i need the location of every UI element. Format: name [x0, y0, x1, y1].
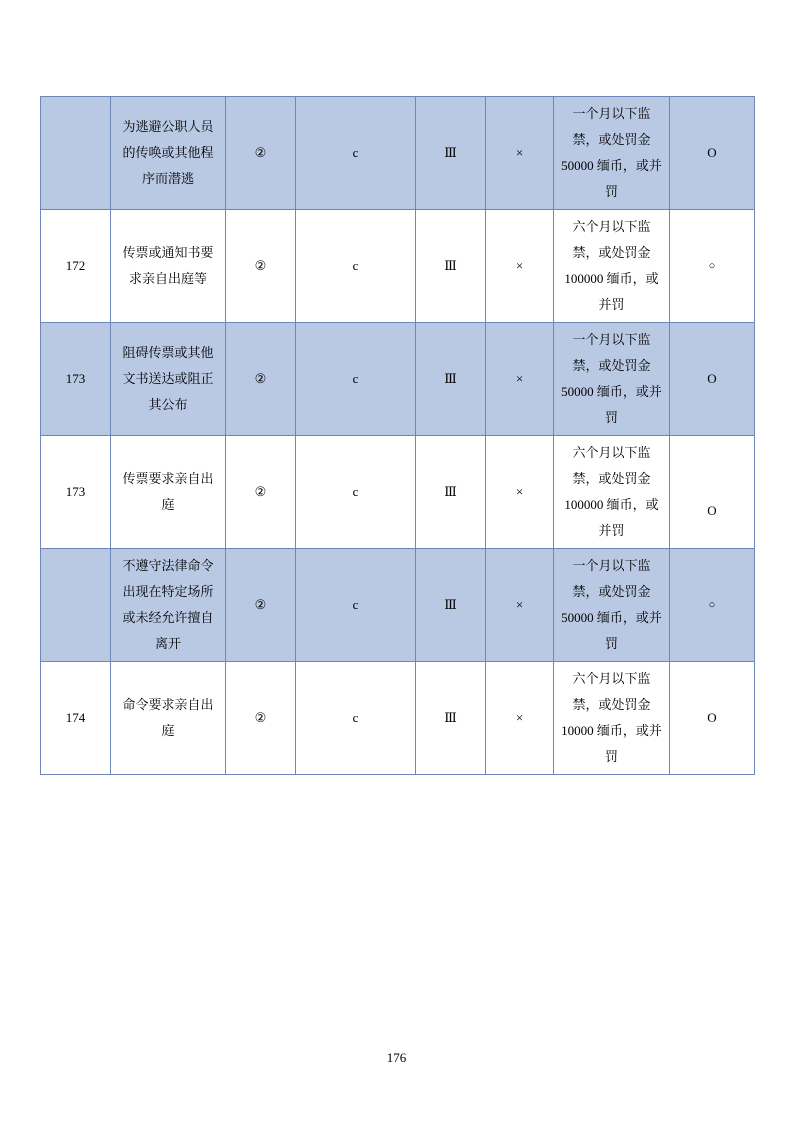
row-mark-two: c [296, 97, 416, 210]
row-mark-one: ② [226, 436, 296, 549]
table-row [41, 662, 755, 775]
row-number: 174 [41, 662, 111, 775]
row-roman: Ⅲ [416, 210, 486, 323]
row-cross: × [486, 436, 554, 549]
page-number: 176 [386, 1050, 407, 1065]
table-row [41, 97, 755, 210]
row-penalty: 一个月以下监禁，或处罚金 50000 缅币，或并罚 [554, 97, 670, 210]
row-cross: × [486, 549, 554, 662]
row-penalty: 一个月以下监禁，或处罚金 50000 缅币，或并罚 [554, 323, 670, 436]
row-description: 传票要求亲自出庭 [111, 436, 226, 549]
row-roman: Ⅲ [416, 436, 486, 549]
row-cross: × [486, 662, 554, 775]
row-last-mark: O [670, 323, 755, 436]
row-mark-two: c [296, 549, 416, 662]
row-number [41, 97, 111, 210]
row-description: 命令要求亲自出庭 [111, 662, 226, 775]
table-row [41, 323, 755, 436]
table-row [41, 436, 755, 549]
row-penalty: 六个月以下监禁，或处罚金 10000 缅币，或并罚 [554, 662, 670, 775]
row-mark-one: ② [226, 210, 296, 323]
row-cross: × [486, 323, 554, 436]
row-number: 172 [41, 210, 111, 323]
row-penalty: 六个月以下监禁，或处罚金 100000 缅币，或并罚 [554, 436, 670, 549]
row-mark-one: ② [226, 97, 296, 210]
row-last-mark: O [670, 436, 755, 549]
row-roman: Ⅲ [416, 323, 486, 436]
row-description: 不遵守法律命令出现在特定场所或未经允许擅自离开 [111, 549, 226, 662]
row-mark-one: ② [226, 549, 296, 662]
row-number [41, 549, 111, 662]
row-last-mark: O [670, 662, 755, 775]
row-mark-two: c [296, 662, 416, 775]
offence-table [40, 96, 755, 775]
row-mark-two: c [296, 436, 416, 549]
row-cross: × [486, 97, 554, 210]
row-mark-one: ② [226, 662, 296, 775]
row-number: 173 [41, 436, 111, 549]
row-roman: Ⅲ [416, 662, 486, 775]
row-penalty: 六个月以下监禁，或处罚金 100000 缅币，或并罚 [554, 210, 670, 323]
row-penalty: 一个月以下监禁，或处罚金 50000 缅币，或并罚 [554, 549, 670, 662]
row-last-mark: ○ [670, 210, 755, 323]
table-row [41, 549, 755, 662]
row-cross: × [486, 210, 554, 323]
row-description: 阻碍传票或其他文书送达或阻正其公布 [111, 323, 226, 436]
row-mark-two: c [296, 210, 416, 323]
row-mark-one: ② [226, 323, 296, 436]
row-number: 173 [41, 323, 111, 436]
table-row [41, 210, 755, 323]
row-description: 传票或通知书要求亲自出庭等 [111, 210, 226, 323]
offence-table-container [40, 96, 754, 775]
row-roman: Ⅲ [416, 97, 486, 210]
row-roman: Ⅲ [416, 549, 486, 662]
row-last-mark: O [670, 97, 755, 210]
row-last-mark: ○ [670, 549, 755, 662]
row-mark-two: c [296, 323, 416, 436]
row-description: 为逃避公职人员的传唤或其他程序而潜逃 [111, 97, 226, 210]
